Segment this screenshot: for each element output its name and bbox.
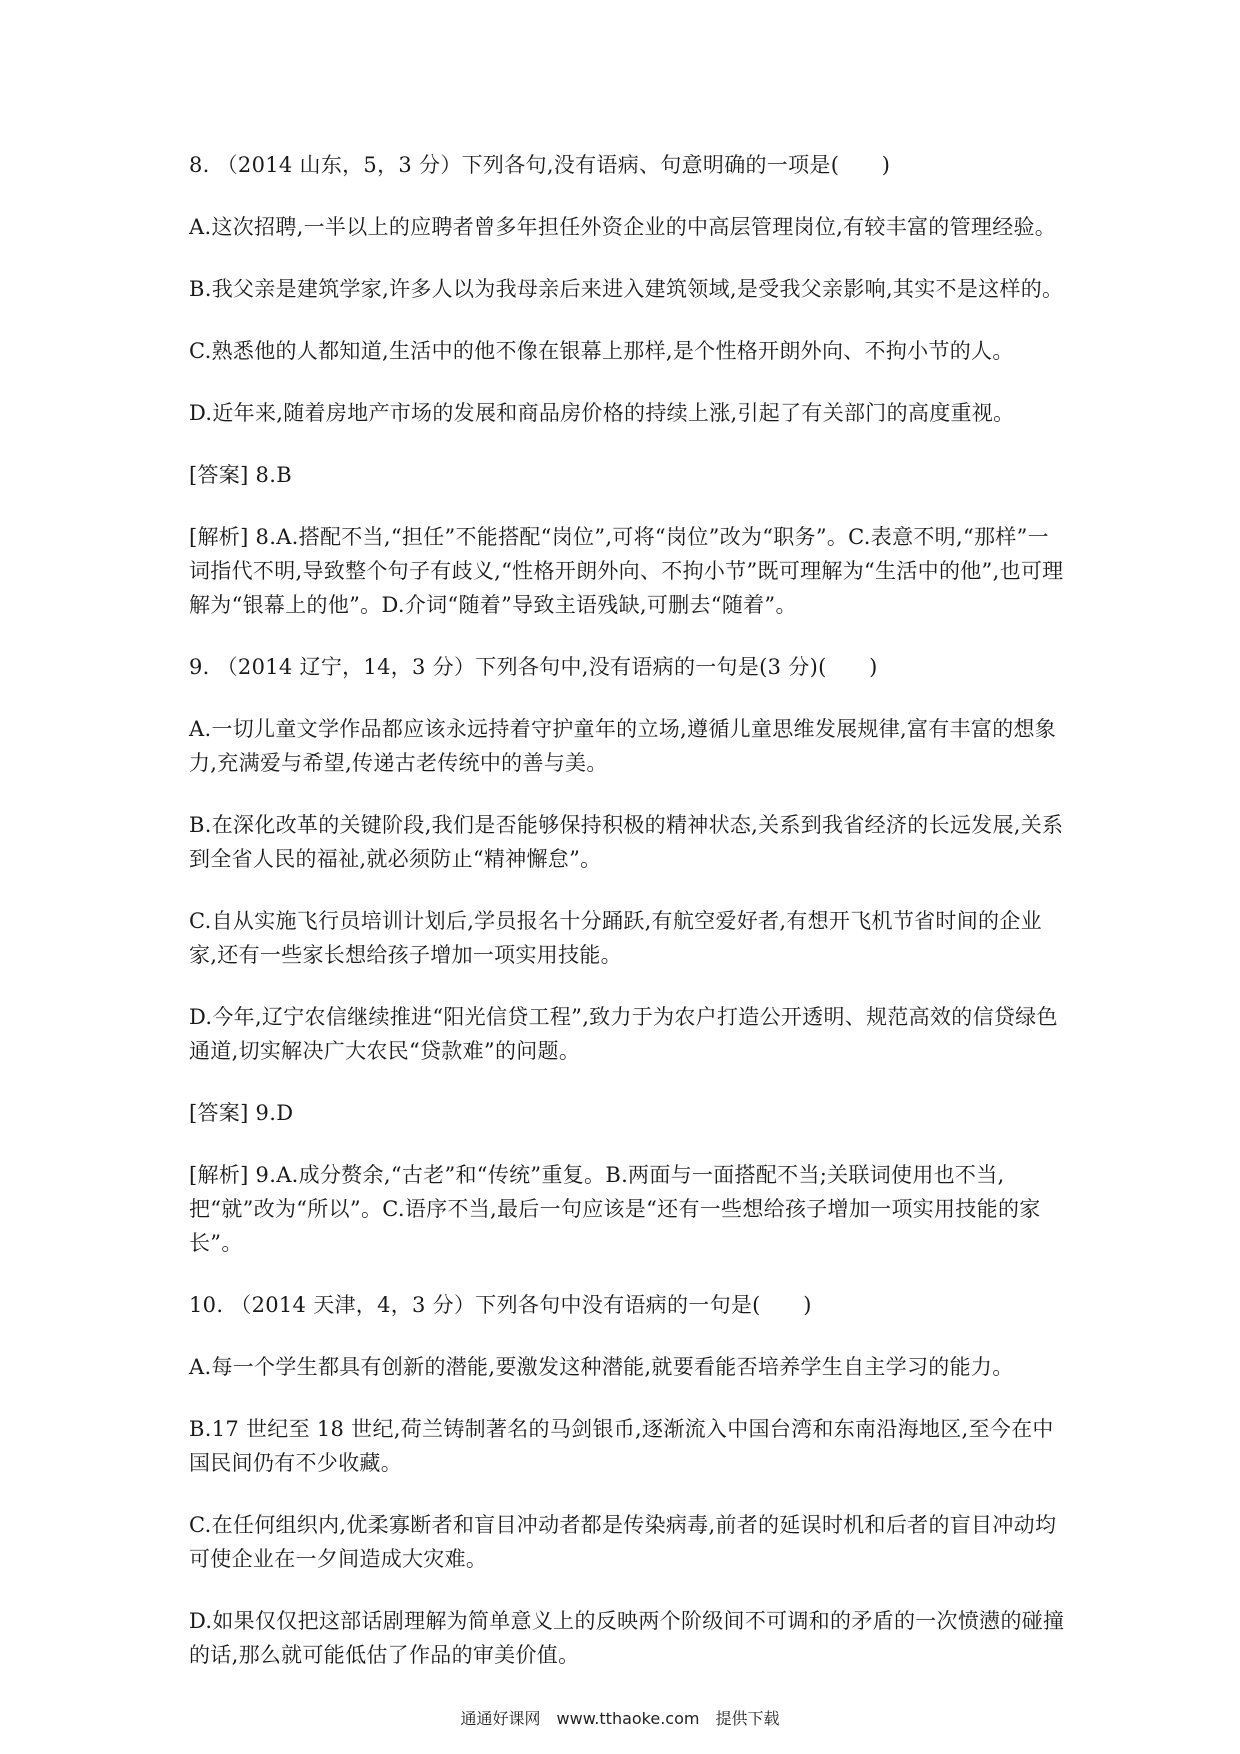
option-b: B.我父亲是建筑学家,许多人以为我母亲后来进入建筑领域,是受我父亲影响,其实不是这样的。 xyxy=(189,277,1064,301)
analysis: [解析] 9.A.成分赘余,“古老”和“传统”重复。B.两面与一面搭配不当;关联词使用也不当,把“就”改为“所以”。C.语序不当,最后一句应该是“还有一些想给孩子增加一项实用技能的家长”。 xyxy=(189,1163,1041,1255)
option-b: B.17 世纪至 18 世纪,荷兰铸制著名的马剑银币,逐渐流入中国台湾和东南沿海地区,至今在中国民间仍有不少收藏。 xyxy=(189,1417,1054,1475)
option-a: A.每一个学生都具有创新的潜能,要激发这种潜能,就要看能否培养学生自主学习的能力。 xyxy=(189,1355,1014,1379)
page-footer: 通通好课网 www.tthaoke.com 提供下载 xyxy=(460,1709,780,1728)
question-9 xyxy=(189,650,1069,1260)
question-8 xyxy=(189,148,1069,622)
answer: [答案] 9.D xyxy=(189,1101,294,1125)
document-body xyxy=(189,148,1069,1700)
analysis: [解析] 8.A.搭配不当,“担任”不能搭配“岗位”,可将“岗位”改为“职务”。C.表意不明,“那样”一词指代不明,导致整个句子有歧义,“性格开朗外向、不拘小节”既可理解为“生活中的他”,也可理解为“银幕上的他”。D.介词“随着”导致主语残缺,可删去“随着”。 xyxy=(189,525,1064,617)
option-d: D.今年,辽宁农信继续推进“阳光信贷工程”,致力于为农户打造公开透明、规范高效的信贷绿色通道,切实解决广大农民“贷款难”的问题。 xyxy=(189,1005,1058,1063)
option-c: C.自从实施飞行员培训计划后,学员报名十分踊跃,有航空爱好者,有想开飞机节省时间的企业家,还有一些家长想给孩子增加一项实用技能。 xyxy=(189,909,1042,967)
option-c: C.熟悉他的人都知道,生活中的他不像在银幕上那样,是个性格开朗外向、不拘小节的人。 xyxy=(189,339,1014,363)
question-stem: 8. （2014 山东，5，3 分）下列各句,没有语病、句意明确的一项是( ) xyxy=(189,153,891,177)
option-d: D.近年来,随着房地产市场的发展和商品房价格的持续上涨,引起了有关部门的高度重视。 xyxy=(189,401,1015,425)
question-10 xyxy=(189,1288,1069,1672)
option-a: A.一切儿童文学作品都应该永远持着守护童年的立场,遵循儿童思维发展规律,富有丰富的想象力,充满爱与希望,传递古老传统中的善与美。 xyxy=(189,717,1057,775)
option-a: A.这次招聘,一半以上的应聘者曾多年担任外资企业的中高层管理岗位,有较丰富的管理经验。 xyxy=(189,215,1057,239)
option-d: D.如果仅仅把这部话剧理解为简单意义上的反映两个阶级间不可调和的矛盾的一次愤懑的碰撞的话,那么就可能低估了作品的审美价值。 xyxy=(189,1609,1065,1667)
question-stem: 10. （2014 天津，4，3 分）下列各句中没有语病的一句是( ) xyxy=(189,1293,812,1317)
option-b: B.在深化改革的关键阶段,我们是否能够保持积极的精神状态,关系到我省经济的长远发展,关系到全省人民的福祉,就必须防止“精神懈怠”。 xyxy=(189,813,1064,871)
option-c: C.在任何组织内,优柔寡断者和盲目冲动者都是传染病毒,前者的延误时机和后者的盲目冲动均可使企业在一夕间造成大灾难。 xyxy=(189,1513,1057,1571)
question-stem: 9. （2014 辽宁，14，3 分）下列各句中,没有语病的一句是(3 分)( ) xyxy=(189,655,878,679)
answer: [答案] 8.B xyxy=(189,463,292,487)
